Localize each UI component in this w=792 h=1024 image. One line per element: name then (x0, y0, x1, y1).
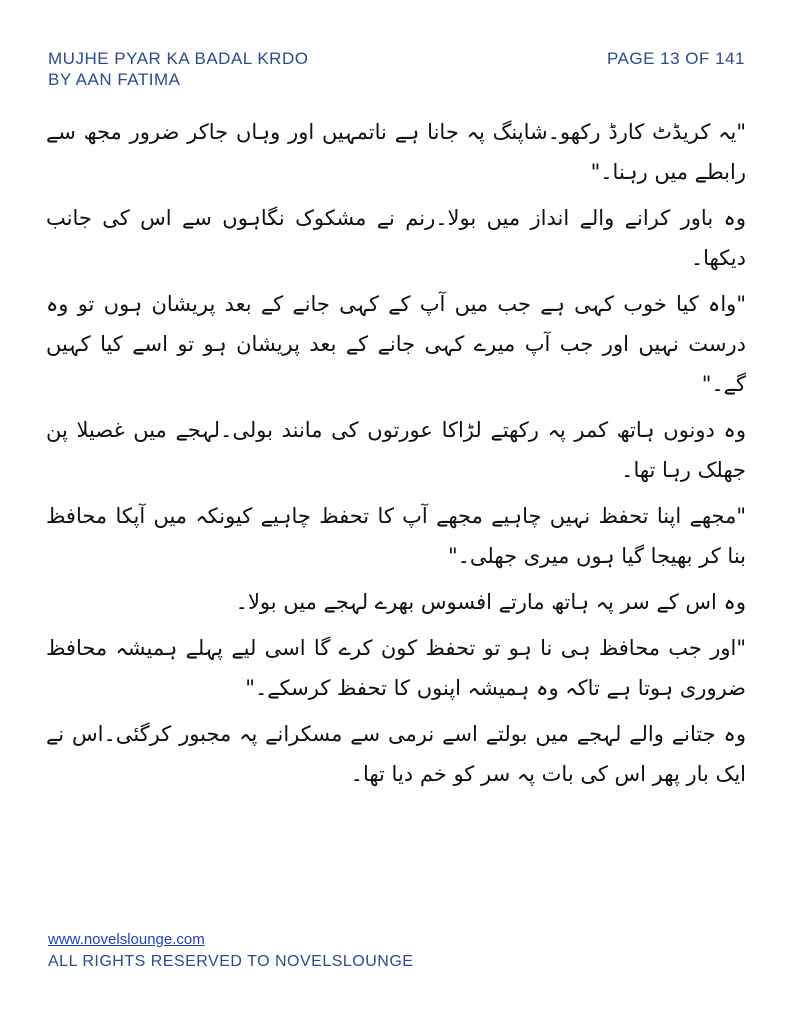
paragraph: وہ اس کے سر پہ ہاتھ مارتے افسوس بھرے لہجے میں بولا۔ (235, 590, 746, 614)
paragraph: وہ جتانے والے لہجے میں بولتے اسے نرمی سے مسکرانے پہ مجبور کرگئی۔اس نے ایک بار پھر اس کی بات پہ سر کو خم دیا تھا۔ (46, 722, 746, 786)
paragraph: وہ باور کرانے والے انداز میں بولا۔رنم نے مشکوک نگاہوں سے اس کی جانب دیکھا۔ (46, 206, 746, 270)
website-link[interactable]: www.novelslounge.com (48, 931, 205, 948)
paragraph: "اور جب محافظ ہی نا ہو تو تحفظ کون کرے گا اسی لیے پہلے ہمیشہ محافظ ضروری ہوتا ہے تاکہ وہ ہمیشہ اپنوں کا تحفظ کرسکے۔" (46, 636, 746, 700)
copyright-notice: ALL RIGHTS RESERVED TO NOVELSLOUNGE (48, 953, 414, 970)
author-name: BY AAN FATIMA (48, 70, 181, 89)
page-number: PAGE 13 OF 141 (606, 49, 745, 68)
paragraph: "مجھے اپنا تحفظ نہیں چاہیے مجھے آپ کا تحفظ چاہیے کیونکہ میں آپکا محافظ بنا کر بھیجا گیا ہوں میری جھلی۔" (46, 504, 746, 568)
novel-title: MUJHE PYAR KA BADAL KRDO (48, 49, 309, 68)
story-text (46, 112, 746, 800)
paragraph: "یہ کریڈٹ کارڈ رکھو۔شاپنگ پہ جانا ہے ناتمہیں اور وہاں جاکر ضرور مجھ سے رابطے میں رہنا۔" (46, 120, 746, 184)
page-footer (48, 930, 413, 974)
page-header (48, 48, 745, 96)
paragraph: "واہ کیا خوب کہی ہے جب میں آپ کے کہی جانے کے بعد پریشان ہوں تو وہ درست نہیں اور جب آپ میرے کہی جانے کے بعد پریشان ہو تو اسے کیا کہیں گے۔" (46, 292, 746, 396)
paragraph: وہ دونوں ہاتھ کمر پہ رکھتے لڑاکا عورتوں کی مانند بولی۔لہجے میں غصیلا پن جھلک رہا تھا۔ (46, 418, 746, 482)
